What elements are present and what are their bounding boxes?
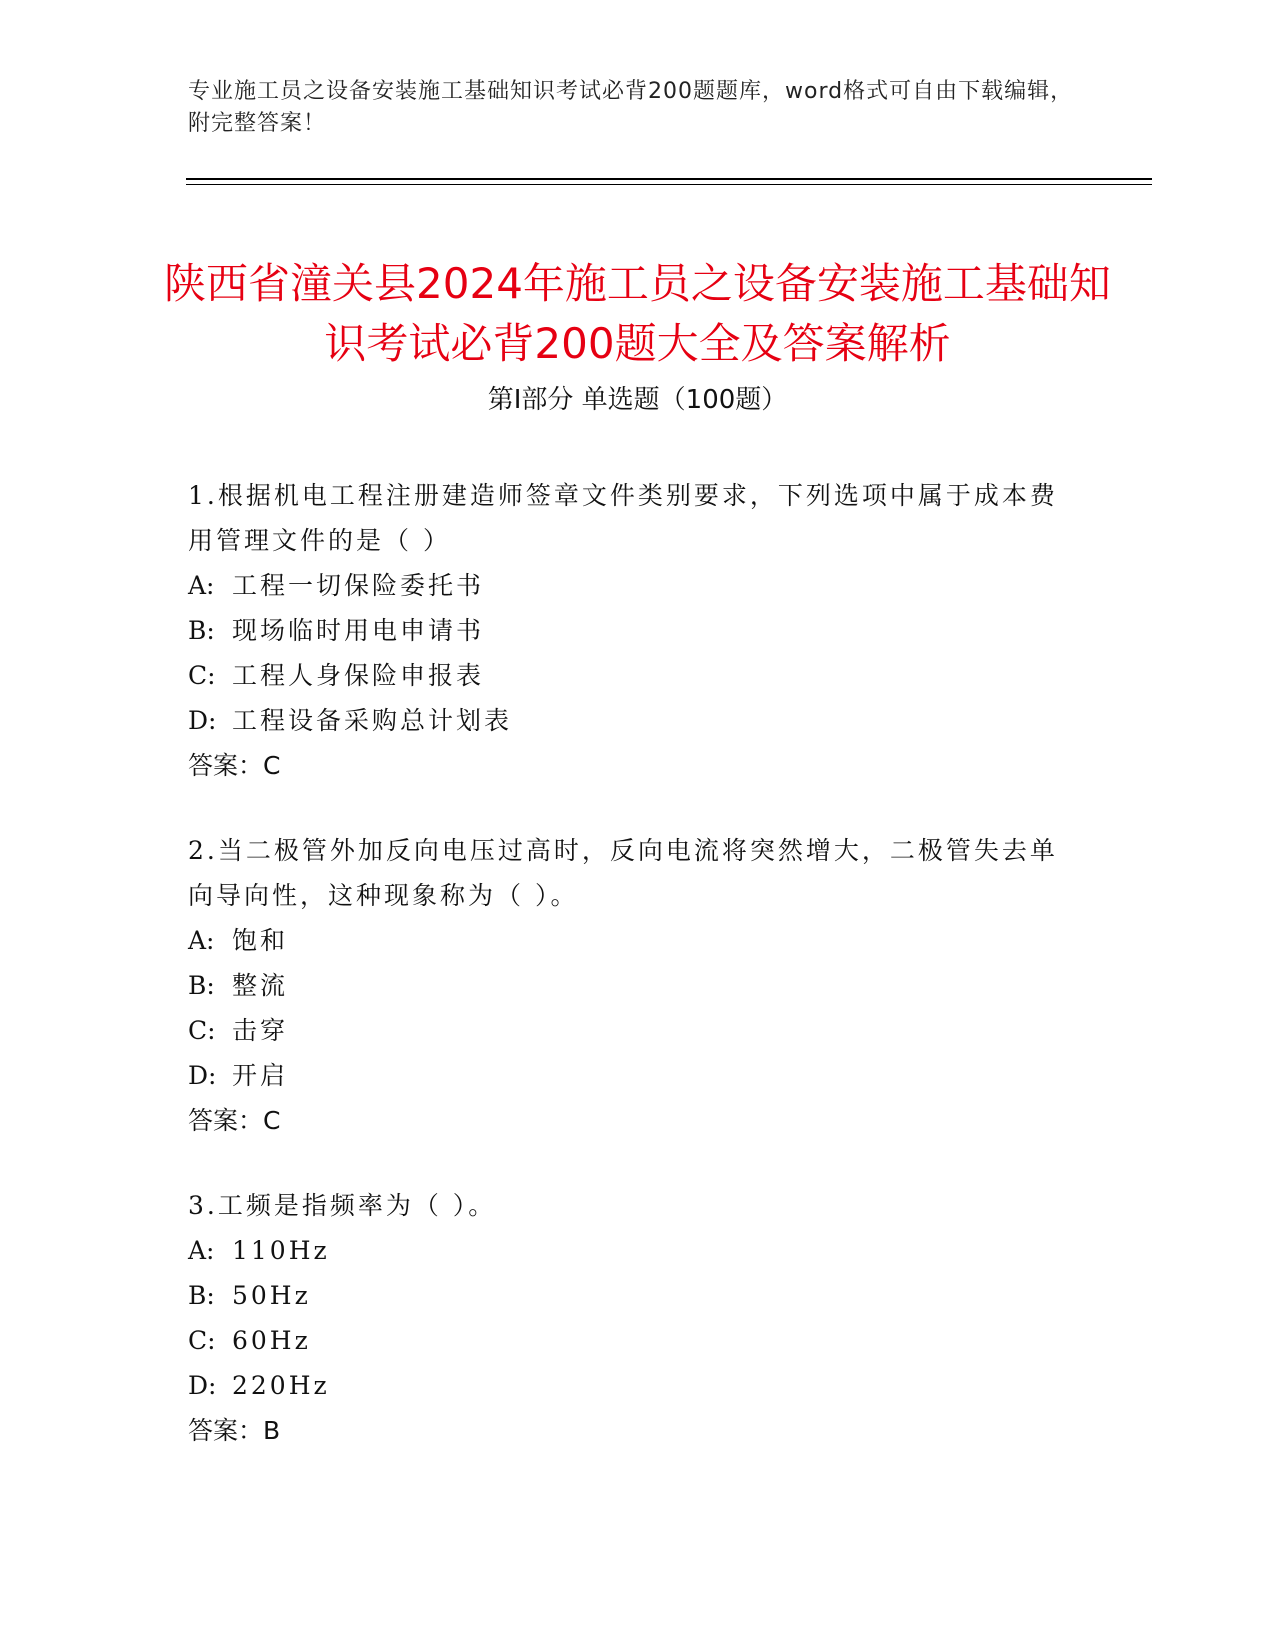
document-title: 陕西省潼关县2024年施工员之设备安装施工基础知识考试必背200题大全及答案解析 — [164, 259, 1111, 369]
option-letter: C: — [188, 661, 216, 690]
option-letter: B: — [188, 1281, 215, 1310]
option-a — [188, 563, 1068, 608]
option-letter: A: — [188, 571, 215, 600]
option-letter: B: — [188, 971, 215, 1000]
header-note: 专业施工员之设备安装施工基础知识考试必背200题题库，word格式可自由下载编辑，附完整答案！ — [188, 79, 1074, 136]
option-letter: D: — [188, 1061, 217, 1090]
option-letter: C: — [188, 1326, 216, 1355]
option-text: 110Hz — [232, 1236, 330, 1265]
option-c — [188, 1008, 1068, 1053]
header-divider-thin — [186, 184, 1152, 185]
question-3 — [188, 1183, 1068, 1453]
option-text: 220Hz — [232, 1371, 330, 1400]
answer-label: 答案： — [188, 1106, 264, 1135]
option-text: 60Hz — [232, 1326, 311, 1355]
answer-line — [188, 1408, 1068, 1453]
question-gap — [188, 1143, 1068, 1183]
answer-label: 答案： — [188, 751, 264, 780]
option-b — [188, 1273, 1068, 1318]
option-a — [188, 1228, 1068, 1273]
option-letter: B: — [188, 616, 215, 645]
option-letter: A: — [188, 1236, 215, 1265]
question-gap — [188, 788, 1068, 828]
answer-line — [188, 743, 1068, 788]
option-text: 工程设备采购总计划表 — [232, 706, 513, 735]
option-d — [188, 1053, 1068, 1098]
section-title: 第Ⅰ部分 单选题（100题） — [487, 385, 788, 415]
question-stem: 2.当二极管外加反向电压过高时，反向电流将突然增大，二极管失去单向导向性，这种现象称为（ ）。 — [188, 836, 1058, 910]
answer-line — [188, 1098, 1068, 1143]
option-c — [188, 653, 1068, 698]
question-stem: 1.根据机电工程注册建造师签章文件类别要求，下列选项中属于成本费用管理文件的是（ ） — [188, 481, 1058, 555]
option-letter: A: — [188, 926, 215, 955]
answer-value: B — [263, 1416, 281, 1445]
answer-label: 答案： — [188, 1416, 264, 1445]
option-letter: C: — [188, 1016, 216, 1045]
header-divider-thick — [186, 178, 1152, 180]
option-text: 整流 — [232, 971, 289, 1000]
question-list — [188, 473, 1068, 1453]
option-text: 现场临时用电申请书 — [232, 616, 485, 645]
option-letter: D: — [188, 1371, 217, 1400]
question-stem: 3.工频是指频率为（ ）。 — [188, 1191, 497, 1220]
question-2 — [188, 828, 1068, 1143]
option-text: 饱和 — [232, 926, 289, 955]
option-d — [188, 1363, 1068, 1408]
answer-value: C — [263, 751, 281, 780]
option-a — [188, 918, 1068, 963]
option-text: 开启 — [232, 1061, 289, 1090]
option-text: 50Hz — [232, 1281, 311, 1310]
option-letter: D: — [188, 706, 217, 735]
option-d — [188, 698, 1068, 743]
answer-value: C — [263, 1106, 281, 1135]
option-text: 工程人身保险申报表 — [232, 661, 485, 690]
option-text: 工程一切保险委托书 — [232, 571, 485, 600]
question-1 — [188, 473, 1068, 788]
option-c — [188, 1318, 1068, 1363]
option-b — [188, 963, 1068, 1008]
option-text: 击穿 — [232, 1016, 289, 1045]
option-b — [188, 608, 1068, 653]
